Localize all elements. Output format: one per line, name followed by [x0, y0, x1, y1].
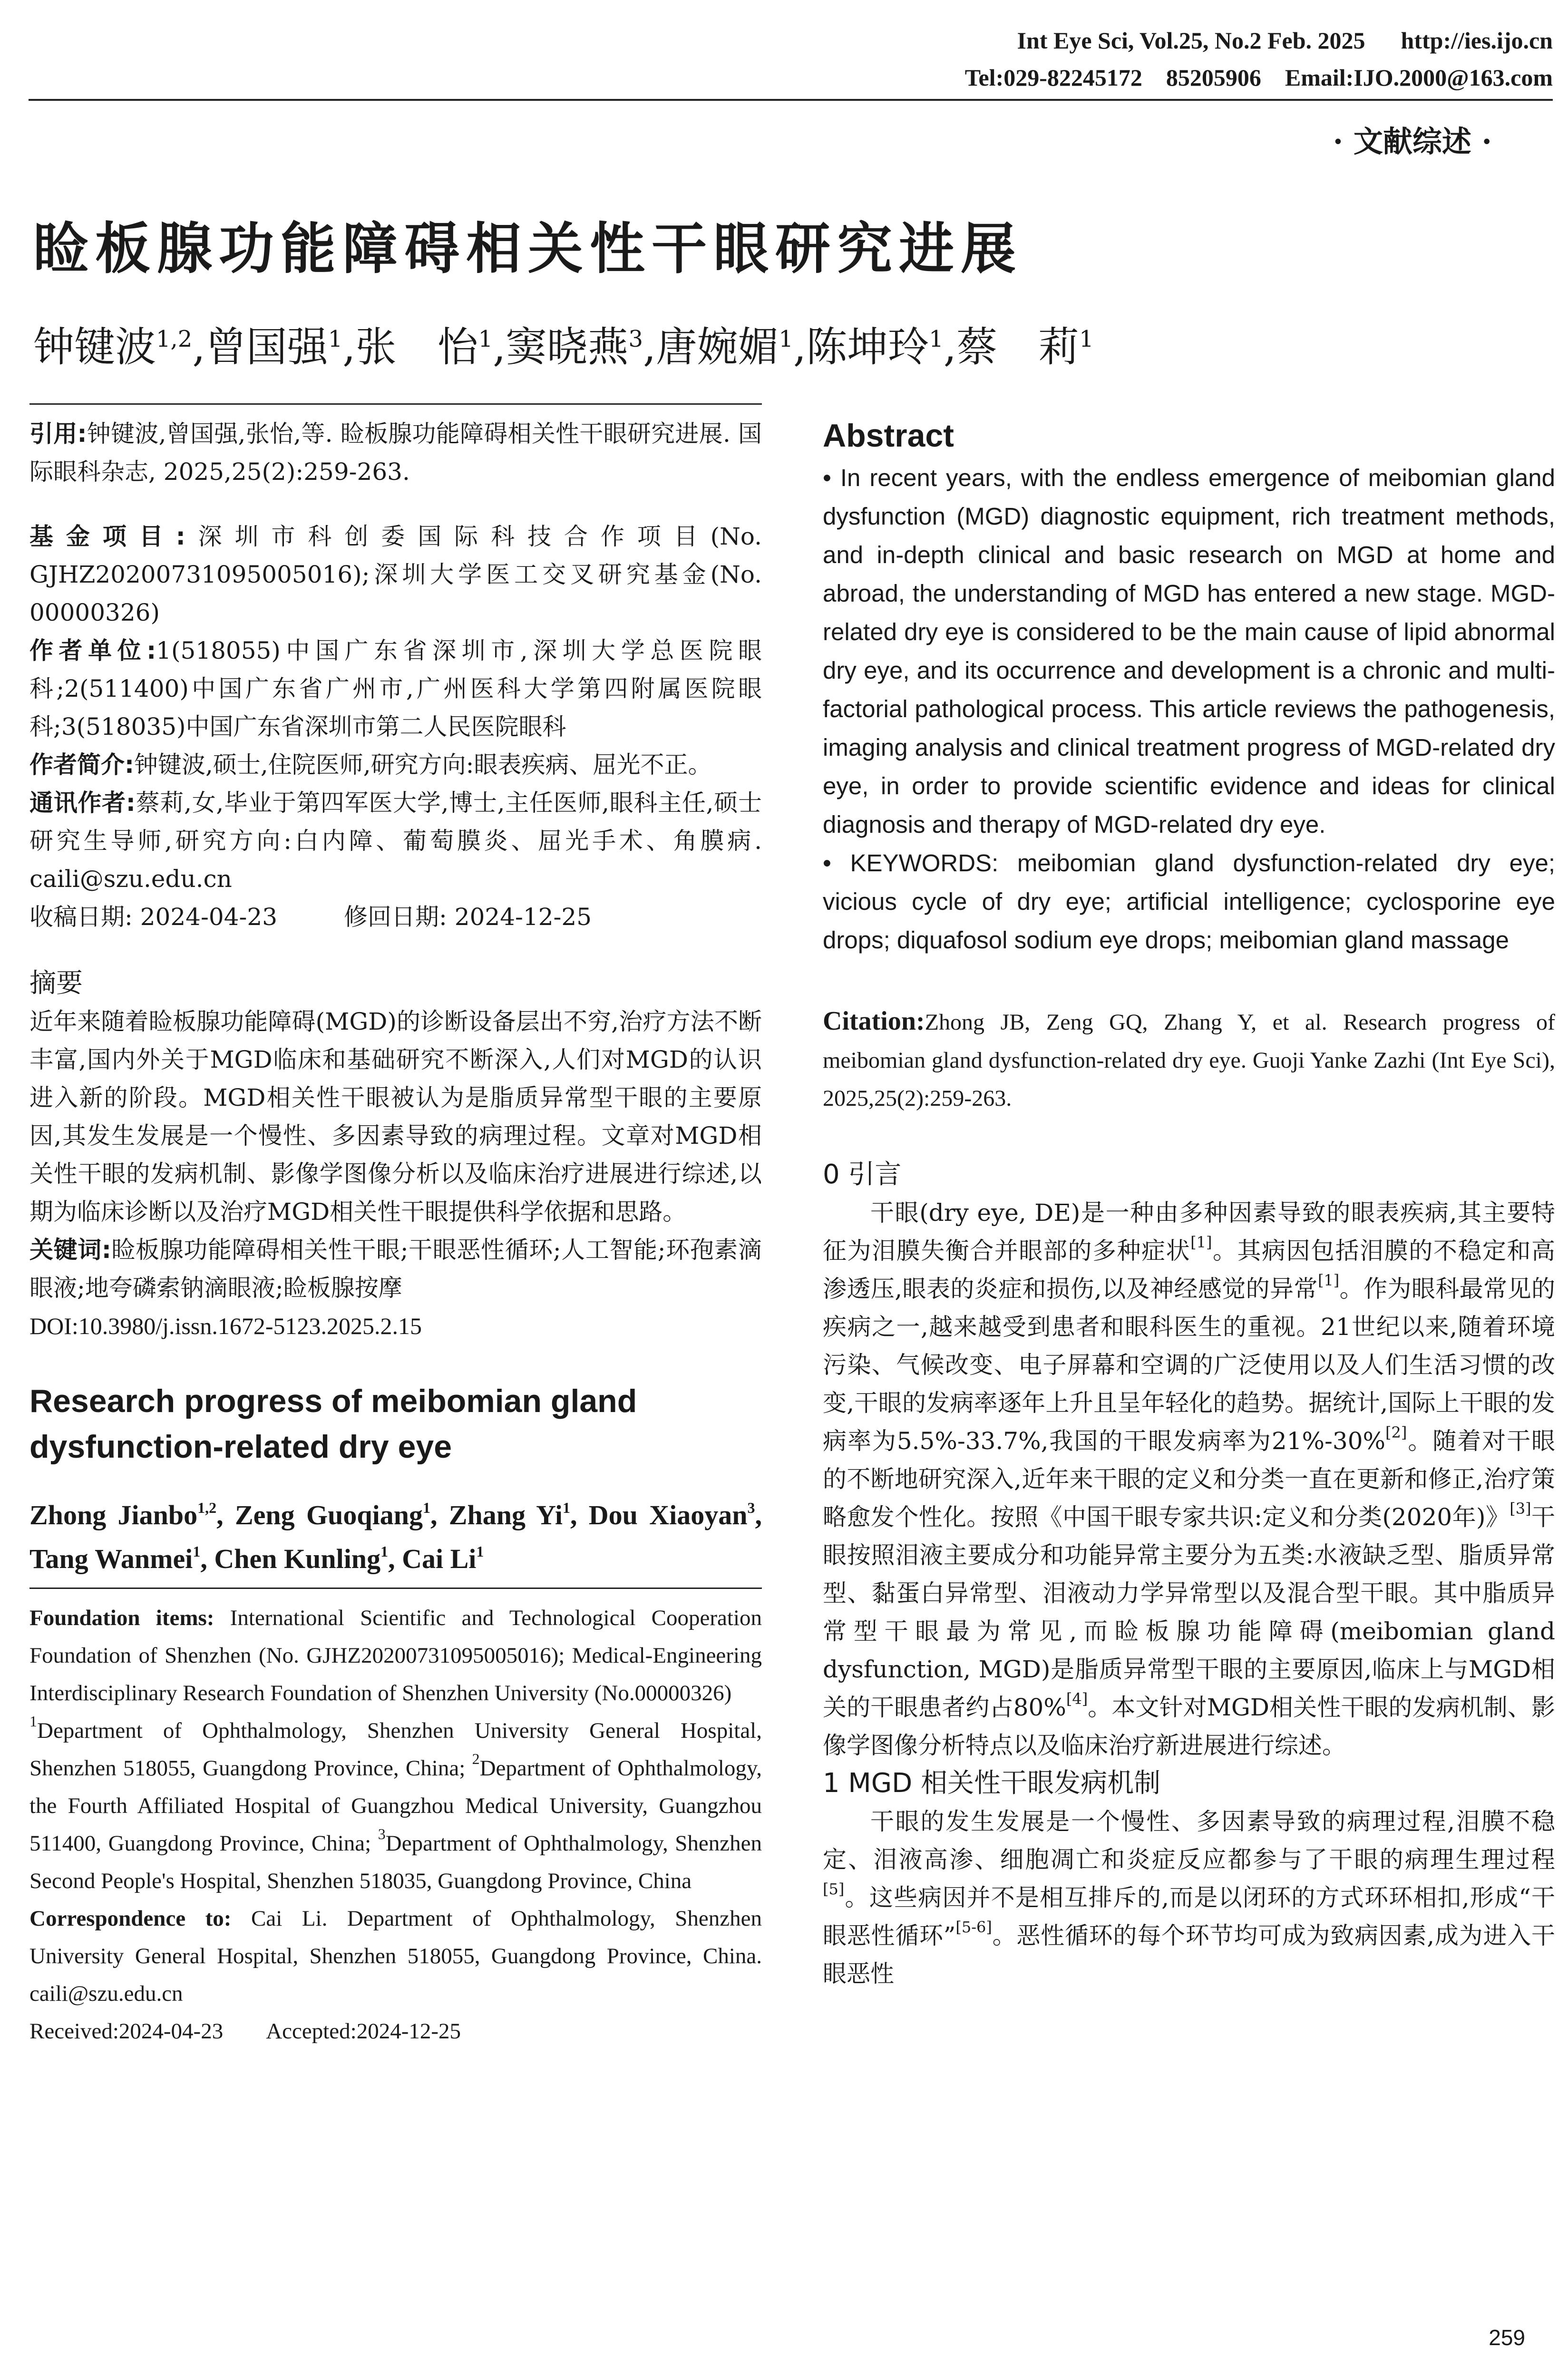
journal-header-line: Int Eye Sci, Vol.25, No.2 Feb. 2025 http://ies.ijo.cn [1017, 27, 1553, 54]
citation-en-text: Zhong JB, Zeng GQ, Zhang Y, et al. Research progress of meibomian gland dysfunction-related dry eye. Guoji Yanke Zazhi (Int Eye Sci), 2025,25(2):259-263. [823, 1010, 1555, 1111]
citation-en-label: Citation: [823, 1006, 925, 1036]
english-authors: Zhong Jianbo$^{1,2}$, Zeng Guoqiang$^1$, Zhang Yi$^1$, Dou Xiaoyan$^3$, Tang Wanmei$^1$, Chen Kunling$^1$, Cai Li$^1$ [29, 1499, 762, 1574]
author-aff: 3 [628, 326, 643, 352]
keywords-cn-block [29, 1231, 762, 1307]
author-bio-label: 作者简介: [29, 751, 134, 779]
en-dates [29, 2013, 762, 2050]
affiliation-label: 作者单位: [29, 637, 156, 664]
keywords-en-text: • KEYWORDS: meibomian gland dysfunction-related dry eye; vicious cycle of dry eye; artificial intelligence; cyclosporine eye drops; diquafosol sodium eye drops; meibomian gland massage [823, 849, 1555, 954]
keywords-cn-text: 睑板腺功能障碍相关性干眼;干眼恶性循环;人工智能;环孢素滴眼液;地夸磷索钠滴眼液;睑板腺按摩 [29, 1236, 762, 1302]
citation-text: 钟键波,曾国强,张怡,等. 睑板腺功能障碍相关性干眼研究进展. 国际眼科杂志, 2025,25(2):259-263. [29, 420, 762, 486]
doi-text: DOI:10.3980/j.issn.1672-5123.2025.2.15 [29, 1313, 422, 1339]
section1-paragraph [823, 1802, 1555, 1993]
citation-en-block [823, 1002, 1555, 1118]
en-accepted: Accepted:2024-12-25 [266, 2019, 461, 2044]
author-aff: 1 [478, 326, 493, 352]
intro-text: 干眼按照泪液主要成分和功能异常主要分为五类:水液缺乏型、脂质异常型、黏蛋白异常型、泪液动力学异常型以及混合型干眼。其中脂质异常型干眼最为常见,而睑板腺功能障碍(meibomian gland dysfunction, MGD)是脂质异常型干眼的主要原因,临床上与MGD相关的干眼患者约占80% [823, 1503, 1556, 1721]
en-author-aff: 3 [747, 1499, 755, 1516]
en-funding-label: Foundation items: [29, 1606, 214, 1630]
authors-cn: 钟键波$^{1,2}$,曾国强$^1$,张 怡$^1$,窦晓燕$^3$,唐婉媚$^1$,陈坤玲$^1$,蔡 莉$^1$ [33, 323, 1094, 371]
en-author-name: Zeng Guoqiang [234, 1500, 423, 1530]
intro-text: 。其病因包括泪膜的不稳定和高渗透压,眼表的炎症和损伤,以及神经感觉的异常 [823, 1237, 1556, 1303]
funding-block [29, 517, 762, 632]
section1-text: 干眼的发生发展是一个慢性、多因素导致的病理过程,泪膜不稳定、泪液高渗、细胞凋亡和炎症反应都参与了干眼的病理生理过程 [823, 1808, 1555, 1873]
author-aff: 1,2 [156, 326, 193, 352]
en-received: Received:2024-04-23 [29, 2019, 224, 2044]
page-number: 259 [1489, 2325, 1525, 2350]
keywords-cn-label: 关键词: [29, 1236, 111, 1264]
en-affiliations: $^1$Department of Ophthalmology, Shenzhen University General Hospital, Shenzhen 518055, Guangdong Province, China; $^2$Department of Ophthalmology, the Fourth Affiliated Hospital of Guangzhou Medical University, Guangzhou 511400, Guangdong Province, China; $^3$Department of Ophthalmology, Shenzhen Second People's Hospital, Shenzhen 518035, Guangdong Province, China [29, 1713, 762, 1893]
affiliation-block [29, 632, 762, 746]
en-affiliation-1: Department of Ophthalmology, Shenzhen University General Hospital, Shenzhen 518055, Guangdong Province, China; [29, 1718, 762, 1781]
left-column [29, 415, 762, 2050]
affiliation-text: 1(518055)中国广东省深圳市,深圳大学总医院眼科;2(511400)中国广东省广州市,广州医科大学第四附属医院眼科;3(518035)中国广东省深圳市第二人民医院眼科 [29, 637, 762, 740]
abstract-en-heading: Abstract [823, 418, 954, 454]
en-author-name: Dou Xiaoyan [588, 1500, 748, 1530]
en-author-aff: 1 [380, 1543, 389, 1560]
english-title: Research progress of meibomian gland dysfunction-related dry eye [29, 1383, 637, 1465]
en-author-name: Zhong Jianbo [29, 1500, 198, 1530]
section1-text: 。这些病因并不是相互排斥的,而是以闭环的方式环环相扣,形成“干眼恶性循环” [823, 1884, 1555, 1949]
correspondence-label: 通讯作者: [29, 789, 136, 817]
funding-label: 基金项目: [29, 523, 185, 550]
en-author-aff: 1 [422, 1499, 430, 1516]
en-author-aff: 1,2 [197, 1499, 217, 1516]
funding-text: 深圳市科创委国际科技合作项目(No. GJHZ20200731095005016);深圳大学医工交叉研究基金(No. 00000326) [29, 523, 762, 626]
en-author-aff: 1 [562, 1499, 570, 1516]
dates-block [29, 898, 762, 936]
author-name: 张 怡 [355, 323, 478, 371]
author-name: 唐婉媚 [656, 323, 779, 371]
author-aff: 1 [328, 326, 343, 352]
en-funding-block [29, 1599, 762, 1712]
author-name: 陈坤玲 [806, 323, 929, 371]
header-rule [29, 99, 1553, 101]
author-aff: 1 [1079, 326, 1094, 352]
left-column-rule [29, 403, 762, 405]
intro-heading: 0 引言 [823, 1159, 902, 1190]
author-aff: 1 [929, 326, 944, 352]
abstract-cn-heading: 摘要 [29, 968, 83, 999]
section1-heading: 1 MGD 相关性干眼发病机制 [823, 1768, 1161, 1799]
ref-marker: [3] [1510, 1500, 1531, 1518]
correspondence-block [29, 784, 762, 898]
en-author-name: Zhang Yi [448, 1500, 563, 1530]
en-correspondence [29, 1900, 762, 2013]
ref-marker: [2] [1385, 1423, 1407, 1442]
journal-contact-line: Tel:029-82245172 85205906 Email:IJO.2000@163.com [964, 64, 1553, 91]
en-author-name: Cai Li [402, 1543, 477, 1574]
ref-marker: [1] [1317, 1271, 1340, 1289]
en-author-aff: 1 [476, 1543, 484, 1560]
author-name: 曾国强 [205, 323, 328, 371]
section1-text: 。恶性循环的每个环节均可成为致病因素,成为进入干眼恶性 [823, 1922, 1556, 1987]
ref-marker: [5] [823, 1880, 845, 1898]
ref-marker: [4] [1066, 1690, 1088, 1708]
intro-text: 。随着对干眼的不断地研究深入,近年来干眼的定义和分类一直在更新和修正,治疗策略愈发个性化。按照《中国干眼专家共识:定义和分类(2020年)》 [823, 1427, 1556, 1531]
page-title: 睑板腺功能障碍相关性干眼研究进展 [33, 217, 1023, 281]
correspondence-text: 蔡莉,女,毕业于第四军医大学,博士,主任医师,眼科主任,硕士研究生导师,研究方向:白内障、葡萄膜炎、屈光手术、角膜病. caili@szu.edu.cn [29, 789, 762, 893]
en-correspondence-label: Correspondence to: [29, 1906, 232, 1931]
english-authors-rule [29, 1581, 762, 1589]
author-bio-text: 钟键波,硕士,住院医师,研究方向:眼表疾病、屈光不正。 [134, 751, 712, 779]
author-name: 窦晓燕 [506, 323, 629, 371]
citation-label: 引用: [29, 420, 87, 448]
intro-text: 干眼(dry eye, DE)是一种由多种因素导致的眼表疾病,其主要特征为泪膜失衡合并眼部的多种症状 [823, 1199, 1555, 1265]
author-name: 蔡 莉 [956, 323, 1080, 371]
en-affiliation-3: Department of Ophthalmology, Shenzhen Second People's Hospital, Shenzhen 518035, Guangdong Province, China [29, 1831, 762, 1893]
author-aff: 1 [779, 326, 793, 352]
intro-text: 。本文针对MGD相关性干眼的发病机制、影像学图像分析特点以及临床治疗新进展进行综述。 [823, 1694, 1555, 1759]
citation-block [29, 415, 762, 491]
en-author-name: Chen Kunling [214, 1543, 381, 1574]
intro-text: 。作为眼科最常见的疾病之一,越来越受到患者和眼科医生的重视。21世纪以来,随着环境污染、气候改变、电子屏幕和空调的广泛使用以及人们生活习惯的改变,干眼的发病率逐年上升且呈年轻化的趋势。据统计,国际上干眼的发病率为5.5%-33.7%,我国的干眼发病率为21%-30% [823, 1275, 1556, 1455]
ref-marker: [1] [1190, 1233, 1212, 1251]
en-author-aff: 1 [193, 1543, 201, 1560]
revised-date: 修回日期: 2024-12-25 [344, 903, 592, 931]
author-name: 钟键波 [33, 323, 156, 371]
intro-paragraph [823, 1194, 1555, 1764]
en-funding-text: International Scientific and Technological Cooperation Foundation of Shenzhen (No. GJHZ20200731095005016); Medical-Engineering Interdisciplinary Research Foundation of Shenzhen University (No.00000326) [29, 1606, 762, 1705]
section-tag: · 文献综述 · [1333, 124, 1492, 159]
en-author-name: Tang Wanmei [29, 1543, 193, 1574]
en-affiliation-2: Department of Ophthalmology, the Fourth Affiliated Hospital of Guangzhou Medical University, Guangzhou 511400, Guangdong Province, China; [29, 1756, 762, 1856]
ref-marker: [5-6] [955, 1918, 992, 1936]
en-correspondence-text: Cai Li. Department of Ophthalmology, Shenzhen University General Hospital, Shenzhen 518055, Guangdong Province, China. caili@szu.edu.cn [29, 1906, 762, 2006]
author-bio-block [29, 746, 762, 784]
received-date: 收稿日期: 2024-04-23 [29, 903, 278, 931]
right-column [823, 413, 1555, 1993]
abstract-en-text: • In recent years, with the endless emergence of meibomian gland dysfunction (MGD) diagnostic equipment, rich treatment methods, and in-depth clinical and basic research on MGD at home and abroad, the understanding of MGD has entered a new stage. MGD-related dry eye is considered to be the main cause of lipid abnormal dry eye, and its occurrence and development is a chronic and multi-factorial pathological process. This article reviews the pathogenesis, imaging analysis and clinical treatment progress of MGD-related dry eye, in order to provide scientific evidence and ideas for clinical diagnosis and therapy of MGD-related dry eye. [823, 464, 1555, 838]
abstract-cn-text: 近年来随着睑板腺功能障碍(MGD)的诊断设备层出不穷,治疗方法不断丰富,国内外关于MGD临床和基础研究不断深入,人们对MGD的认识进入新的阶段。MGD相关性干眼被认为是脂质异常型干眼的主要原因,其发生发展是一个慢性、多因素导致的病理过程。文章对MGD相关性干眼的发病机制、影像学图像分析以及临床治疗进展进行综述,以期为临床诊断以及治疗MGD相关性干眼提供科学依据和思路。 [29, 1008, 762, 1226]
